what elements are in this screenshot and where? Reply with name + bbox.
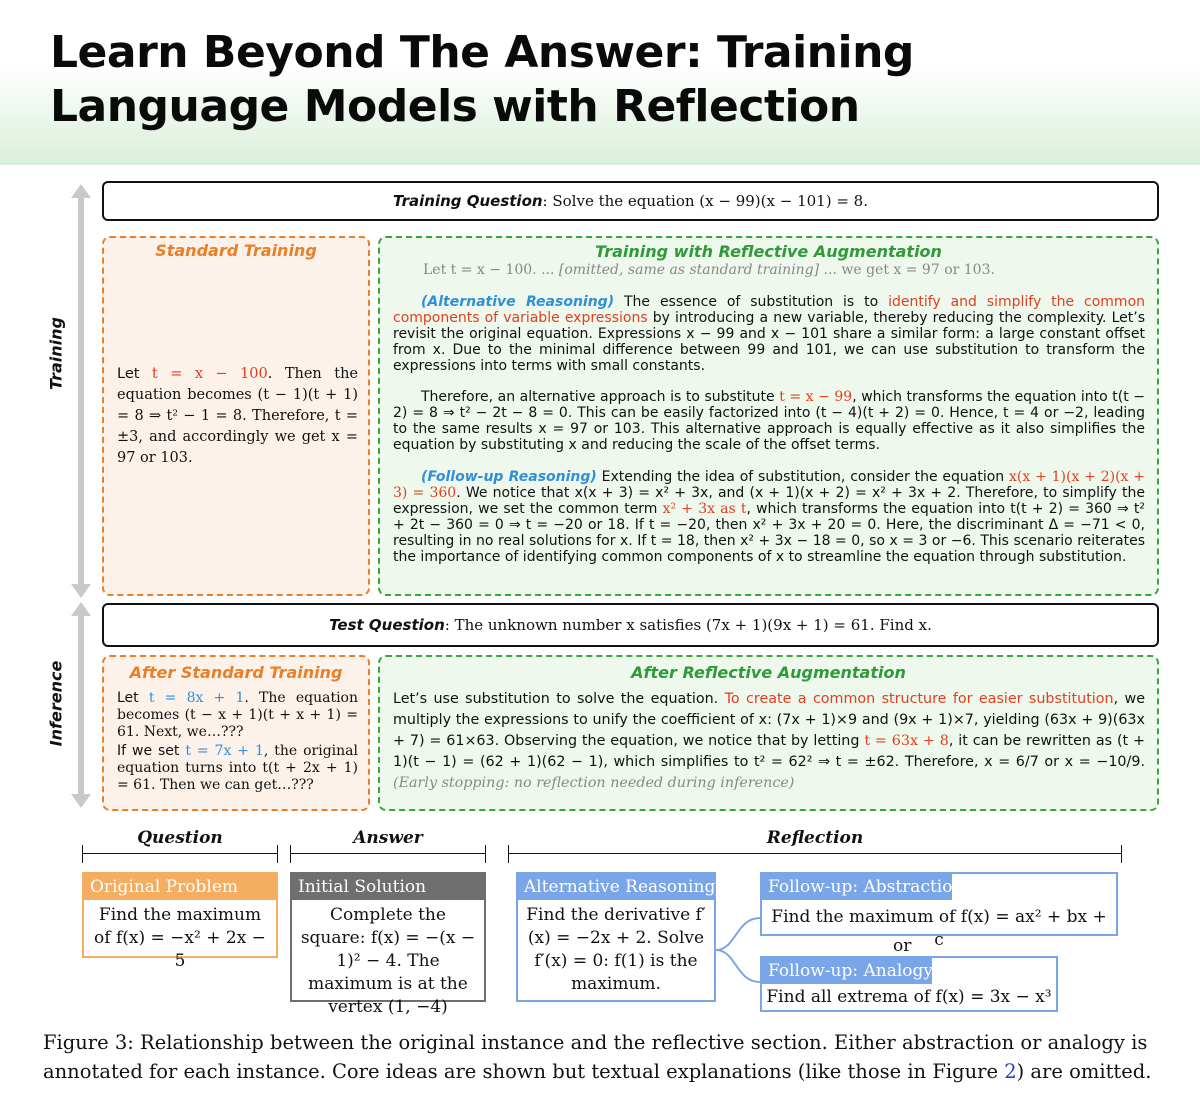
standard-training-box — [102, 236, 370, 596]
analogy-body: Find all extrema of f(x) = 3x − x³ — [766, 987, 1052, 1007]
initial-solution-body: Complete the square: f(x) = −(x − 1)² − 4. The maximum is at the vertex (1, −4) — [300, 905, 476, 1017]
answer-bracket — [290, 845, 486, 863]
alternative-reasoning-box — [516, 872, 716, 1002]
figure-caption: Figure 3: Relationship between the original instance and the reflective section. Either abstraction or analogy is annotated for each instance. Core ideas are shown but textual explanations (like those in Figure 2) are omitted. — [43, 1031, 1152, 1083]
reflection-header: Reflection — [766, 828, 864, 848]
training-arrow-down-icon — [71, 584, 91, 598]
after-standard-text-2: If we set t = 7x + 1, the original equation turns into t(t + 2x + 1) = 61. Then we can get…??? — [117, 743, 358, 793]
alternative-reasoning-text: (Alternative Reasoning) The essence of substitution is to identify and simplify the common components of variable expressions by introducing a new variable, thereby reducing the complexity. Let’s revisit the original equation. Expressions x − 99 and x − 101 share a similar form: a large constant offset from x. Due to the minimal difference between 99 and 101, we can use substitution to transform the expressions into terms with small constants. — [393, 294, 1146, 374]
original-problem-header: Original Problem — [84, 874, 276, 900]
reflection-bracket — [508, 845, 1122, 863]
after-standard-text-1: Let t = 8x + 1. The equation becomes (t − x + 1)(t + x + 1) = 61. Next, we…??? — [117, 690, 358, 740]
original-problem-body: Find the maximum of f(x) = −x² + 2x − 5 — [94, 905, 266, 971]
after-reflective-box — [378, 655, 1159, 811]
standard-training-title: Standard Training — [155, 241, 317, 260]
abstraction-body: Find the maximum of f(x) = ax² + bx + c — [771, 907, 1107, 950]
question-bracket — [82, 845, 278, 863]
reflective-training-box — [378, 236, 1159, 596]
follow-up-reasoning-tag: (Follow-up Reasoning) — [421, 469, 597, 485]
alternative-approach-text: Therefore, an alternative approach is to substitute t = x − 99, which transforms the equation into t(t − 2) = 8 ⇒ t² − 2t − 8 = 0. This can be easily factorized into (t − 4)(t + 2) = 0. Hence, t = 4 or −2, leading to the same results x = 97 or 103. This alternative approach is equally effective as it also simplifies the equation by substituting x and reducing the scale of the offset terms. — [393, 389, 1145, 453]
alternative-reasoning-body: Find the derivative f′(x) = −2x + 2. Solve f′(x) = 0: f(1) is the maximum. — [526, 905, 706, 994]
test-question-text: : The unknown number x satisfies (7x + 1)(9x + 1) = 61. Find x. — [444, 616, 932, 634]
inference-arrow-line — [78, 614, 84, 798]
abstraction-header: Follow-up: Abstraction — [762, 874, 952, 900]
after-reflective-text: Let’s use substitution to solve the equation. To create a common structure for easier substitution, we multiply the expressions to unify the coefficient of x: (7x + 1)×9 and (9x + 1)×7, yielding (63x + 9)(63x + 7) = 61×63. Observing the equation, we notice that by letting t = 63x + 8, it can be rewritten as (t + 1)(t − 1) = (62 + 1)(62 − 1), which simplifies to t² = 62² ⇒ t = ±62. Therefore, x = 6/7 or x = −10/9. (Early stopping: no reflection needed during inference) — [393, 691, 1146, 791]
inference-side-label: Inference — [46, 660, 66, 747]
alternative-reasoning-header: Alternative Reasoning — [518, 874, 714, 900]
test-question-label: Test Question — [329, 616, 445, 634]
branch-connector — [716, 910, 760, 990]
test-question-box — [102, 603, 1159, 647]
analogy-box — [760, 956, 1058, 1012]
analogy-header: Follow-up: Analogy — [762, 958, 932, 984]
training-side-label: Training — [46, 316, 66, 391]
training-arrow-line — [78, 196, 84, 588]
training-question-label: Training Question — [393, 192, 543, 210]
page-title: Learn Beyond The Answer: Training Language Models with Reflection — [50, 27, 914, 132]
reflective-training-title: Training with Reflective Augmentation — [595, 242, 942, 261]
initial-solution-header: Initial Solution — [292, 874, 484, 900]
reflective-training-intro: Let t = x − 100. ... [omitted, same as standard training] ... we get x = 97 or 103. — [423, 262, 995, 278]
training-question-box — [102, 181, 1159, 221]
follow-up-reasoning-text: (Follow-up Reasoning) Extending the idea of substitution, consider the equation x(x + 1)(x + 2)(x + 3) = 360. We notice that x(x + 3) = x² + 3x, and (x + 1)(x + 2) = x² + 3x + 2. Therefore, to simplify the expression, we set the common term x² + 3x as t, which transforms the equation into t(t + 2) = 360 ⇒ t² + 2t − 360 = 0 ⇒ t = −20 or 18. If t = −20, then x² + 3x + 20 = 0. Here, the discriminant Δ = −71 < 0, resulting in no real solutions for x. If t = 18, then x² + 3x − 18 = 0, so x = 3 or −6. This scenario reiterates the importance of identifying common components of x to streamline the equation through substitution. — [393, 469, 1146, 565]
inference-arrow-down-icon — [71, 794, 91, 808]
standard-training-text: Let t = x − 100. Then the equation becomes (t − 1)(t + 1) = 8 ⇒ t² − 1 = 8. Therefore, t = ±3, and accordingly we get x = 97 or 103. — [117, 366, 358, 466]
figure-ref-link[interactable]: 2 — [1004, 1060, 1017, 1083]
alternative-reasoning-tag: (Alternative Reasoning) — [421, 294, 615, 310]
initial-solution-box — [290, 872, 486, 1017]
after-standard-box — [102, 655, 370, 811]
question-header: Question — [137, 828, 223, 848]
after-reflective-title: After Reflective Augmentation — [631, 663, 906, 682]
after-standard-title: After Standard Training — [129, 663, 343, 682]
answer-header: Answer — [353, 828, 423, 848]
original-problem-box — [82, 872, 278, 971]
training-question-text: : Solve the equation (x − 99)(x − 101) = 8. — [542, 192, 868, 210]
or-label: or — [893, 936, 912, 956]
